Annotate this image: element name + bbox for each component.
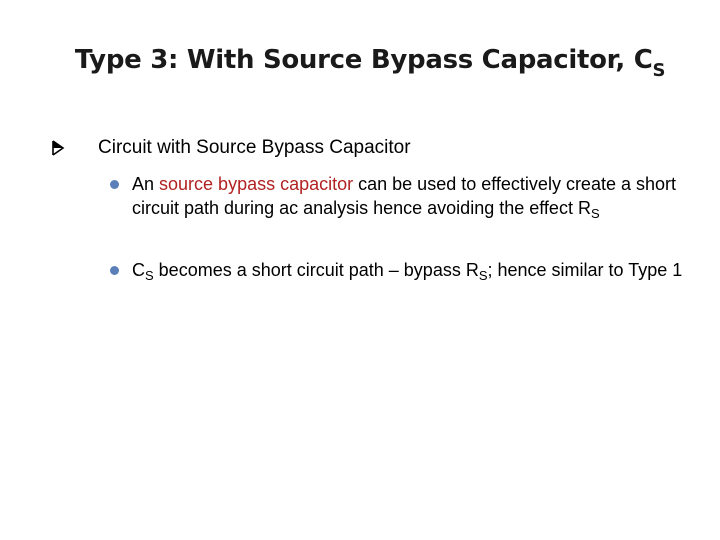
highlight-text: source bypass capacitor (159, 174, 354, 194)
bullet-text-middle: becomes a short circuit path – bypass R (153, 260, 479, 280)
bullet-prefix: C (132, 260, 145, 280)
arrow-bullet-icon (50, 135, 70, 161)
bullet-text (132, 172, 692, 222)
title-text: Type 3: With Source Bypass Capacitor, C (74, 45, 653, 75)
heading-bullet-text: Circuit with Source Bypass Capacitor (98, 137, 411, 158)
bullet-text (132, 258, 692, 284)
bullet-text-before: An (132, 174, 160, 194)
dot-bullet-icon (110, 266, 119, 275)
bullet-subscript: S (590, 206, 600, 221)
slide-title (0, 40, 720, 83)
title-subscript: S (652, 60, 666, 81)
bullet-prefix-subscript: S (145, 268, 154, 283)
dot-bullet-icon (110, 180, 119, 189)
bullet-text-after: ; hence similar to Type 1 (487, 260, 683, 280)
bullet-text-after: can be used to effectively create a short circuit path during ac analysis hence avoiding the effect R (132, 174, 676, 218)
bullet-middle-subscript: S (478, 268, 488, 283)
